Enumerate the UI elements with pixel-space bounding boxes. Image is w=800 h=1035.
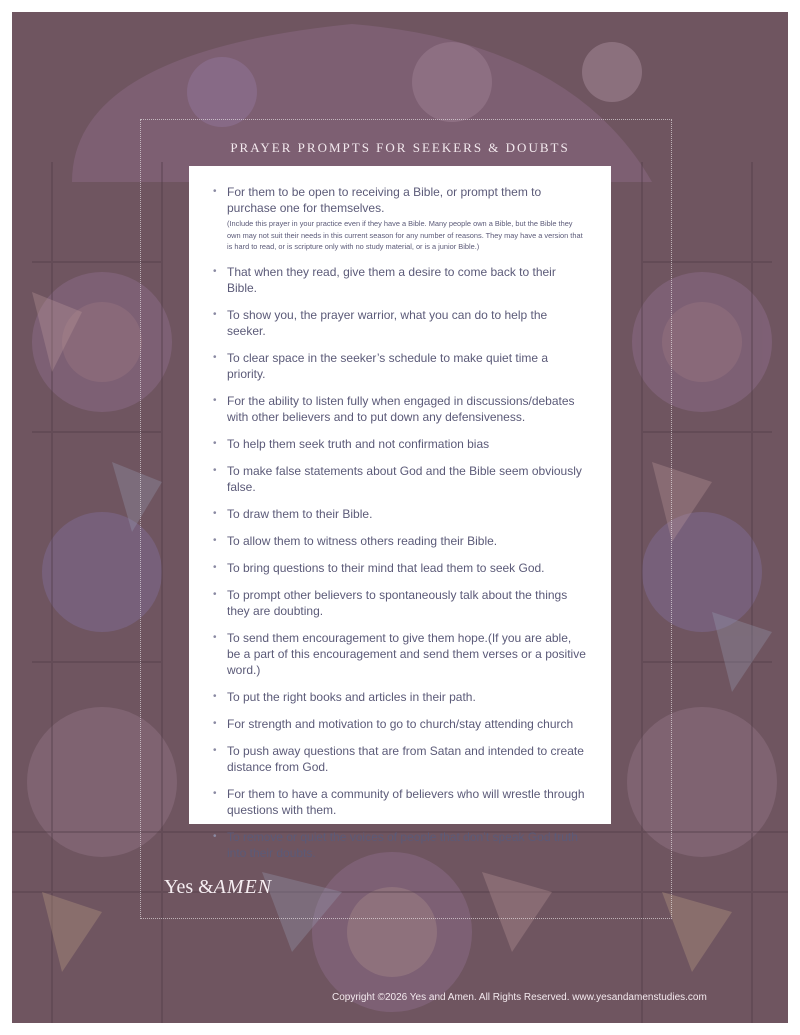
list-item: • To help them seek truth and not confirmation bias (213, 436, 490, 451)
brand-logo: Yes &AMEN (164, 876, 273, 898)
bullet-icon: • (213, 265, 217, 277)
list-item: • To prompt other believers to spontaneously talk about the things they are doubting. (213, 587, 568, 618)
bullet-icon: • (213, 561, 217, 573)
list-item: • To put the right books and articles in their path. (213, 689, 476, 704)
bullet-icon: • (213, 631, 217, 643)
bullet-icon: • (213, 588, 217, 600)
bullet-icon: • (213, 717, 217, 729)
list-item: • For the ability to listen fully when engaged in discussions/debates with other believers and to put down any defensiveness. (213, 393, 575, 424)
list-item: • For them to have a community of believers who will wrestle through questions with them. (213, 786, 585, 817)
page-title: PRAYER PROMPTS FOR SEEKERS & DOUBTS (230, 140, 570, 155)
list-item: • To allow them to witness others reading their Bible. (213, 533, 498, 548)
list-item: • To push away questions that are from Satan and intended to create distance from God. (213, 743, 584, 774)
list-item: • To make false statements about God and the Bible seem obviously false. (213, 463, 582, 494)
bullet-icon: • (213, 787, 217, 799)
bullet-icon: • (213, 351, 217, 363)
list-item: • To bring questions to their mind that lead them to seek God. (213, 560, 545, 575)
bullet-icon: • (213, 186, 217, 197)
bullet-icon: • (213, 308, 217, 320)
bullet-icon: • (213, 690, 217, 702)
list-item: • For strength and motivation to go to church/stay attending church (213, 716, 574, 731)
copyright-text: Copyright ©2026 Yes and Amen. All Rights Reserved. www.yesandamenstudies.com (332, 992, 707, 1003)
list-item: • That when they read, give them a desire to come back to their Bible. (213, 264, 556, 295)
bullet-icon: • (213, 394, 217, 406)
bullet-icon: • (213, 507, 217, 519)
list-item: • For them to be open to receiving a Bible, or prompt them to purchase one for themselves. (Include this prayer in your practice even if they have a Bible. Many people own a Bible, but the Bible they own may not suit their needs in this current season for any number of reasons. They may have a version that is hard to read, or is scripture only with no study material, or is a junior Bible.) (211, 184, 587, 253)
list-item: • To send them encouragement to give them hope.(If you are able, be a part of this encouragement and send them verses or a positive word.) (213, 630, 586, 677)
bullet-icon: • (213, 534, 217, 546)
prompt-note: (Include this prayer in your practice even if they have a Bible. Many people own a Bible, but the Bible they own may not suit their needs in this current season for any number of reasons. They may have a version that is hard to read, or is scripture only with no study material, or is a junior Bible.) (227, 219, 583, 251)
list-item: • To show you, the prayer warrior, what you can do to help the seeker. (213, 307, 548, 338)
prompts-card (189, 166, 611, 860)
bullet-icon: • (213, 744, 217, 756)
prompt-list (211, 184, 587, 861)
bullet-icon: • (213, 830, 217, 842)
bullet-icon: • (213, 437, 217, 449)
list-item: • To remove or quiet the voices of people that don’t speak God truth into their doubts. (213, 829, 578, 860)
list-item: • To clear space in the seeker’s schedule to make quiet time a priority. (213, 350, 549, 381)
list-item: • To draw them to their Bible. (213, 506, 373, 521)
bullet-icon: • (213, 464, 217, 476)
